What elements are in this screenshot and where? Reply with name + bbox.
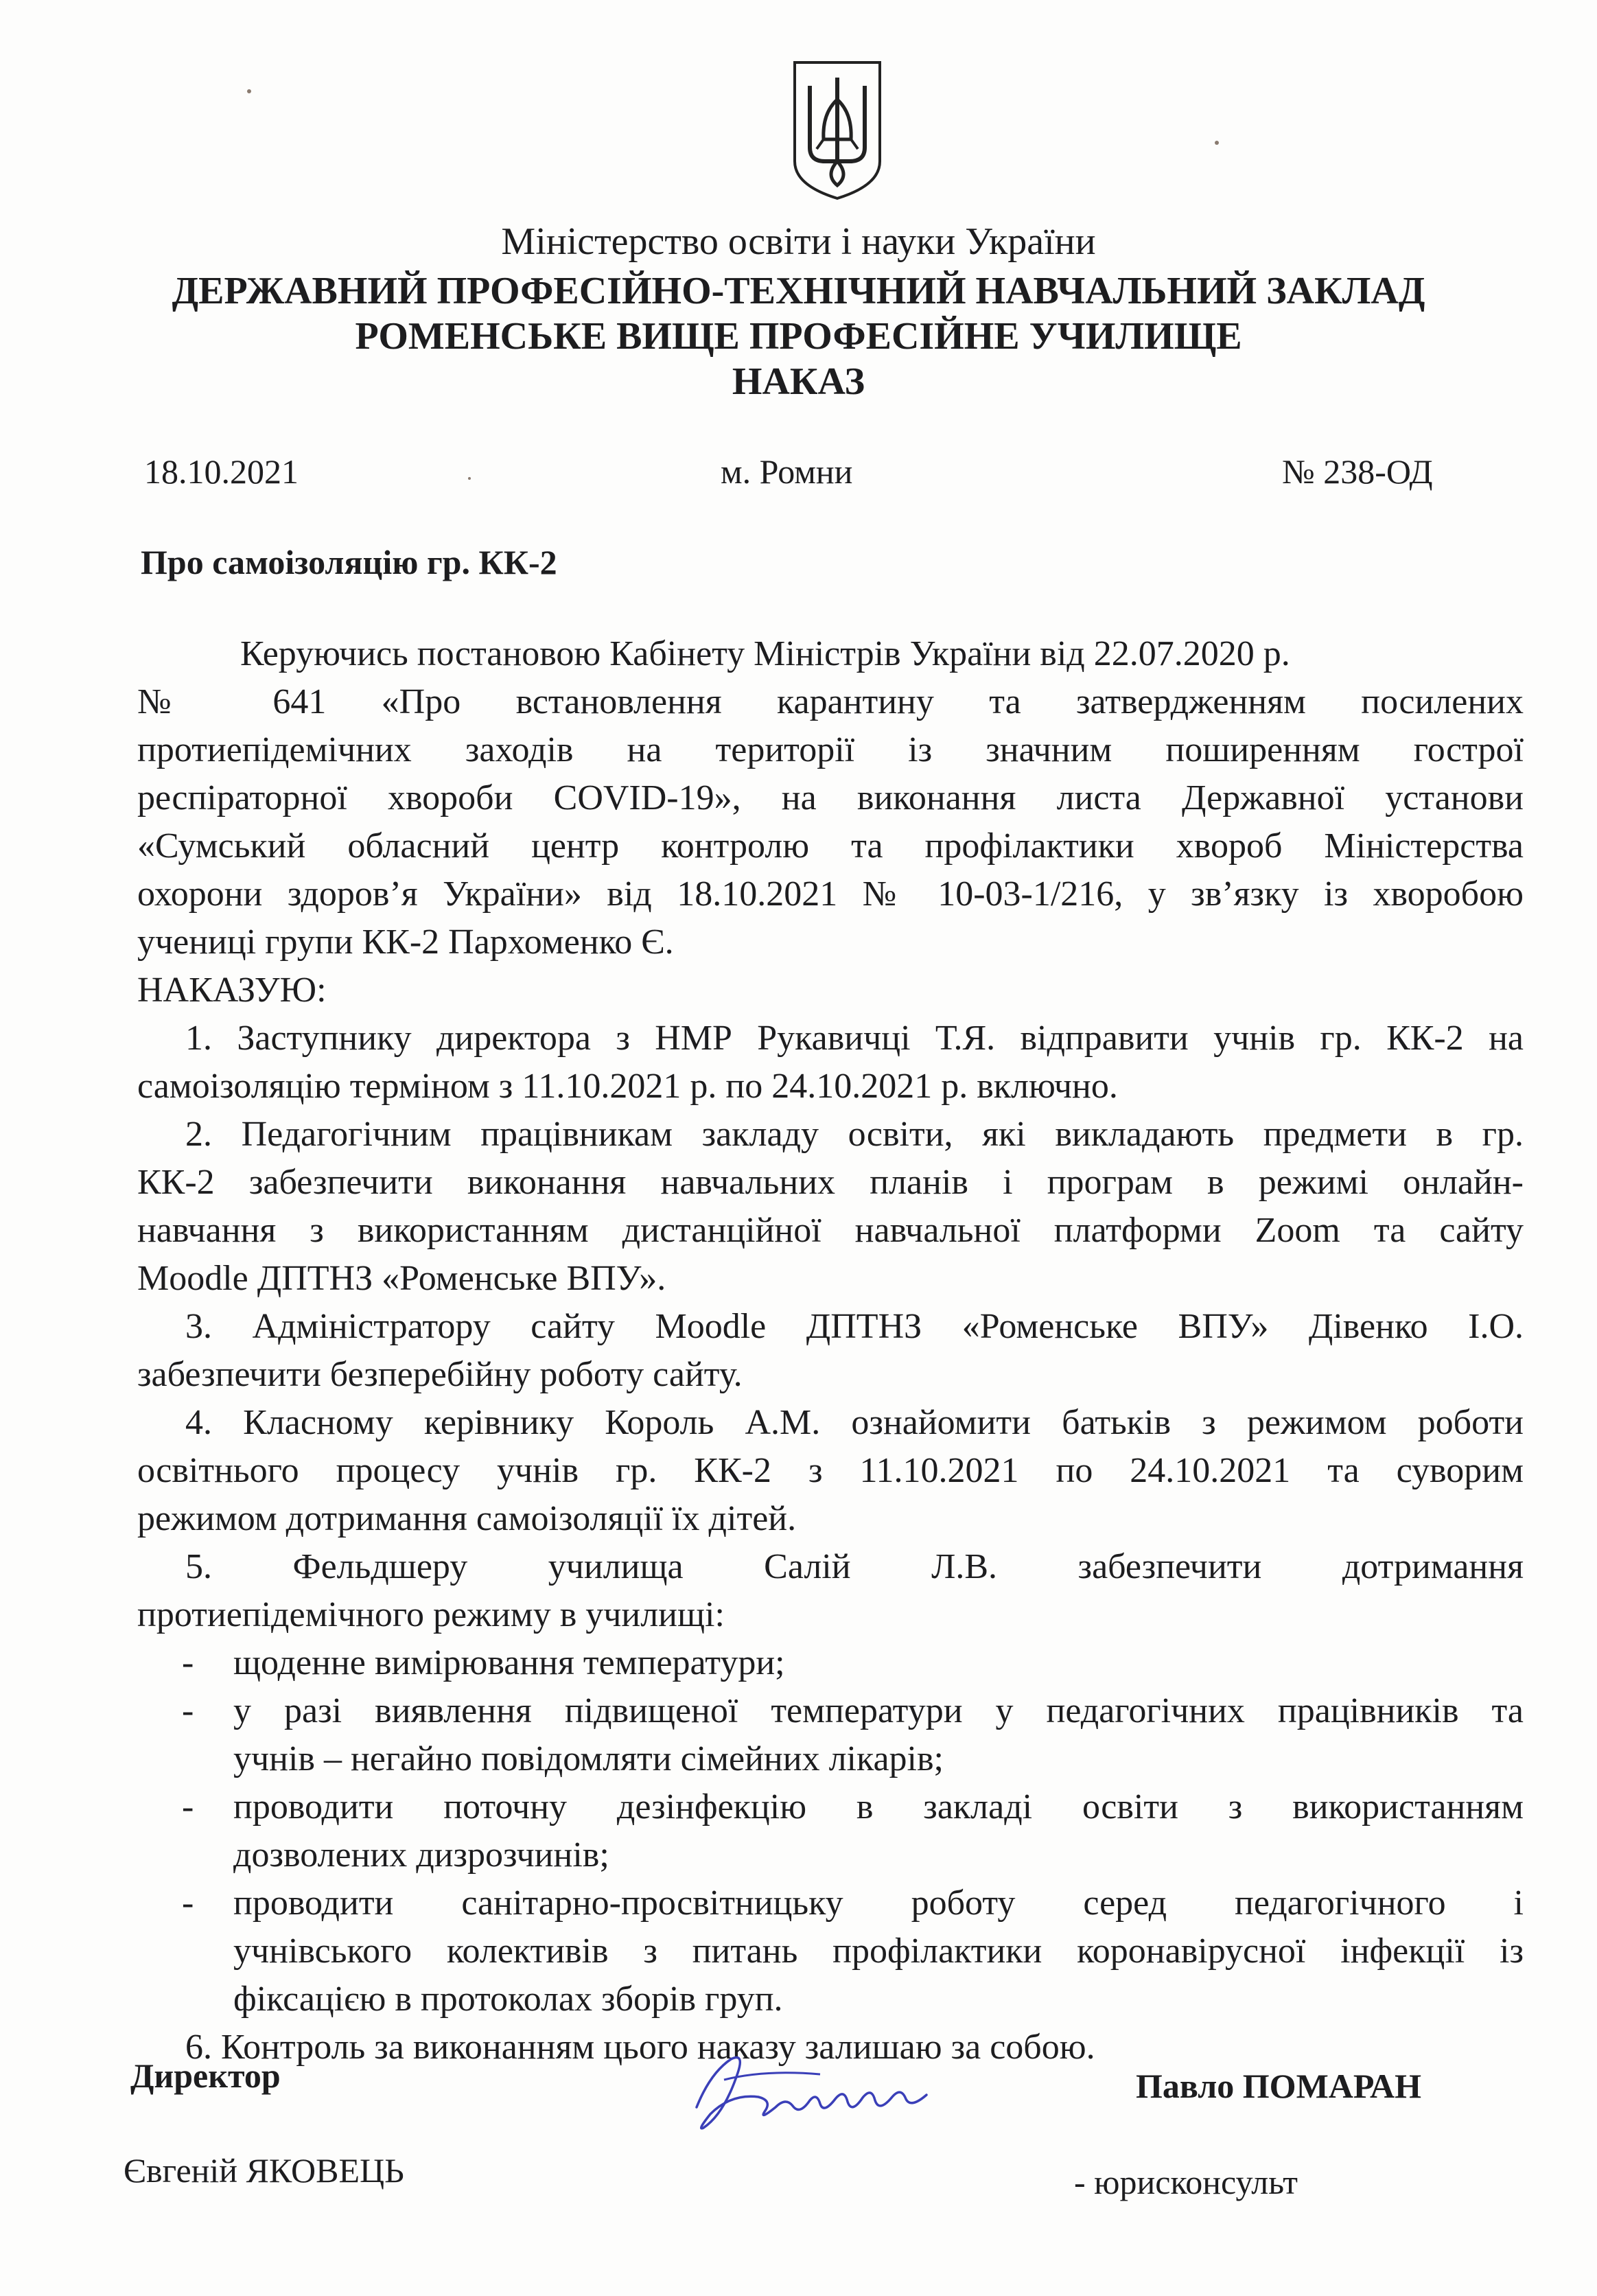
item-text: забезпечити безперебійну роботу сайту. — [137, 1355, 743, 1394]
item-text: самоізоляцію терміном з 11.10.2021 р. по 24.10.2021 р. включно. — [137, 1067, 1118, 1106]
item-number: 1. — [185, 1019, 212, 1058]
order-city: м. Ромни — [721, 452, 853, 491]
bullet-item — [137, 1687, 1524, 1783]
item-text: Заступнику директора з НМР Рукавичці Т.Я. відправити учнів гр. КК-2 на — [237, 1019, 1524, 1058]
item-text: освітнього процесу учнів гр. КК-2 з 11.10.2021 по 24.10.2021 та суворим — [137, 1451, 1524, 1490]
preamble-line: Керуючись постановою Кабінету Міністрів України від 22.07.2020 р. — [240, 634, 1290, 673]
order-word: НАКАЗУЮ: — [137, 971, 327, 1010]
handwritten-signature — [683, 2032, 944, 2142]
item-text: режимом дотримання самоізоляції їх дітей. — [137, 1499, 797, 1538]
order-subject: Про самоізоляцію гр. КК-2 — [141, 543, 557, 581]
item-number: 2. — [185, 1115, 212, 1154]
document-type-title: НАКАЗ — [732, 360, 865, 403]
preamble-line: «Сумський обласний центр контролю та профілактики хвороб Міністерства — [137, 826, 1524, 866]
item-text: Moodle ДПТНЗ «Роменське ВПУ». — [137, 1259, 666, 1298]
item-text: Адміністратору сайту Moodle ДПТНЗ «Роменське ВПУ» Дівенко І.О. — [252, 1307, 1524, 1346]
item-number: 6. — [185, 2028, 212, 2067]
scan-speck — [1215, 141, 1219, 145]
bullet-dash: - — [182, 1883, 194, 1923]
bullet-text: дозволених дизрозчинів; — [233, 1835, 609, 1875]
bullet-dash: - — [182, 1691, 194, 1730]
order-item — [137, 1399, 1524, 1543]
scan-speck — [468, 477, 471, 480]
signatory-role: Директор — [130, 2056, 281, 2095]
bullet-text: проводити поточну дезінфекцію в закладі освіти з використанням — [233, 1787, 1524, 1827]
preamble-line: протиепідемічних заходів на території із значним поширенням гострої — [137, 730, 1524, 769]
bullet-dash: - — [182, 1643, 194, 1682]
bullet-item — [137, 1639, 1524, 1687]
bullet-text: учнів – негайно повідомляти сімейних лікарів; — [233, 1739, 944, 1778]
order-item — [137, 1303, 1524, 1399]
lawyer-name: Євгеній ЯКОВЕЦЬ — [124, 2151, 404, 2190]
ministry-name: Міністерство освіти і науки України — [501, 220, 1096, 263]
item-number: 3. — [185, 1307, 212, 1346]
item-number: 5. — [185, 1547, 212, 1586]
organization-name-line-1: ДЕРЖАВНИЙ ПРОФЕСІЙНО-ТЕХНІЧНИЙ НАВЧАЛЬНИЙ ЗАКЛАД — [172, 270, 1425, 312]
item-text: навчання з використанням дистанційної навчальної платформи Zoom та сайту — [137, 1211, 1524, 1250]
organization-name-line-2: РОМЕНСЬКЕ ВИЩЕ ПРОФЕСІЙНЕ УЧИЛИЩЕ — [355, 315, 1242, 358]
bullet-text: проводити санітарно-просвітницьку роботу серед педагогічного і — [233, 1883, 1524, 1923]
item-text: Класному керівнику Король А.М. ознайомити батьків з режимом роботи — [243, 1403, 1524, 1442]
lawyer-role: - юрисконсульт — [1074, 2163, 1298, 2201]
coat-of-arms-icon — [789, 58, 885, 202]
order-body — [137, 630, 1524, 2072]
item-text: Фельдшеру училища Салій Л.В. забезпечити дотримання — [292, 1547, 1524, 1586]
item-text: протиепідемічного режиму в училищі: — [137, 1595, 725, 1634]
bullet-text: щоденне вимірювання температури; — [233, 1643, 785, 1682]
preamble-line: учениці групи КК-2 Пархоменко Є. — [137, 923, 674, 962]
signatory-name: Павло ПОМАРАН — [1136, 2067, 1422, 2105]
bullet-item — [137, 1783, 1524, 1879]
bullet-text: фіксацією в протоколах зборів груп. — [233, 1980, 783, 2019]
bullet-dash: - — [182, 1787, 194, 1827]
preamble-line: охорони здоров’я України» від 18.10.2021 № 10-03-1/216, у зв’язку із хворобою — [137, 874, 1524, 914]
item-text: Педагогічним працівникам закладу освіти, які викладають предмети в гр. — [241, 1115, 1524, 1154]
scan-speck — [247, 89, 251, 93]
order-item — [137, 1111, 1524, 1303]
order-item — [137, 1543, 1524, 1639]
bullet-text: у разі виявлення підвищеної температури у педагогічних працівників та — [233, 1691, 1524, 1730]
order-number: № 238-ОД — [1282, 452, 1433, 491]
order-item — [137, 1014, 1524, 1111]
preamble-line: респіраторної хвороби COVID-19», на виконання листа Державної установи — [137, 778, 1524, 817]
bullet-text: учнівського колективів з питань профілактики коронавірусної інфекції із — [233, 1932, 1524, 1971]
item-text: Контроль за виконанням цього наказу залишаю за собою. — [221, 2028, 1095, 2067]
preamble-line: № 641 «Про встановлення карантину та затвердженням посилених — [137, 682, 1524, 721]
bullet-item — [137, 1879, 1524, 2024]
item-text: КК-2 забезпечити виконання навчальних планів і програм в режимі онлайн- — [137, 1163, 1524, 1202]
preamble — [137, 630, 1524, 966]
item-number: 4. — [185, 1403, 212, 1442]
order-date: 18.10.2021 — [144, 452, 299, 491]
